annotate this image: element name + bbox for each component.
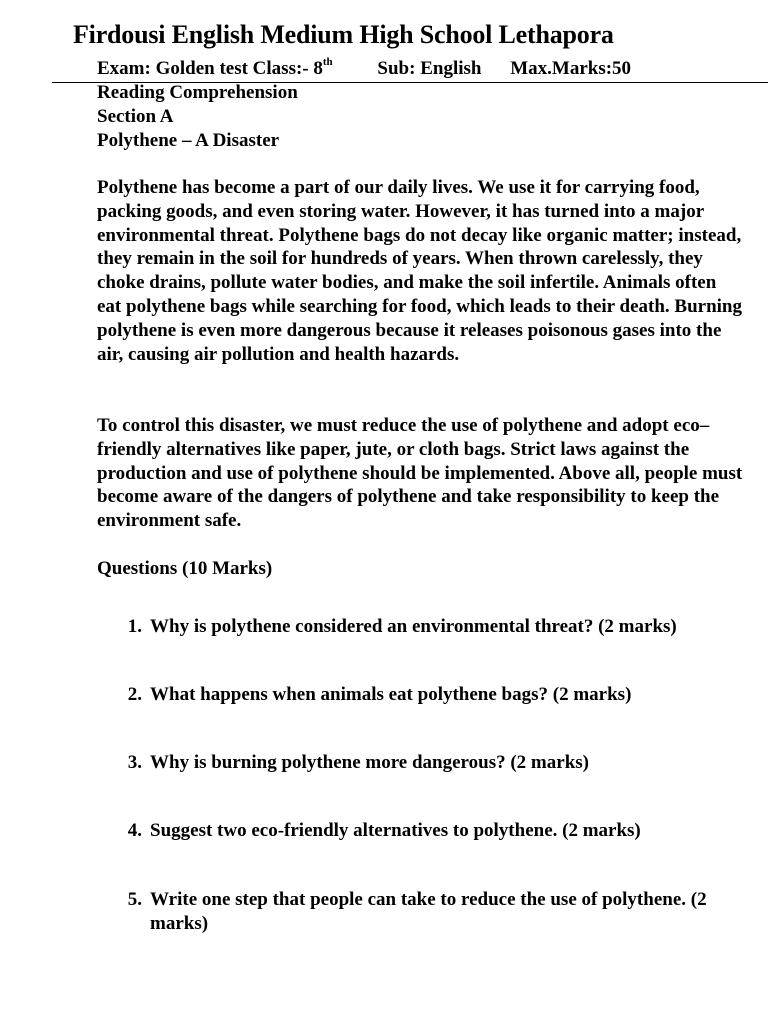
class-suffix: th	[322, 55, 333, 68]
passage-paragraph-1: Polythene has become a part of our daily lives. We use it for carrying food, packing goods, and even storing water. However, it has turned into a major environmental threat. Polythene bags do not decay like organic matter; instead, they remain in the soil for hundreds of years. When thrown carelessly, they choke drains, pollute water bodies, and make the soil infertile. Animals often eat polythene bags while searching for food, which leads to their death. Burning polythene is even more dangerous because it releases poisonous gases into the air, causing air pollution and health hazards.	[97, 177, 742, 365]
passage-title: Polythene – A Disaster	[97, 130, 280, 151]
question-item	[97, 888, 743, 936]
question-number: 4.	[127, 820, 142, 841]
exam-info-line	[97, 57, 631, 81]
max-marks-label: Max.Marks:50	[510, 58, 632, 79]
question-text: What happens when animals eat polythene bags? (2 marks)	[150, 684, 632, 705]
question-number: 1.	[127, 616, 142, 637]
section-heading: Section A	[97, 106, 174, 127]
passage-paragraph-2: To control this disaster, we must reduce the use of polythene and adopt eco–friendly alternatives like paper, jute, or cloth bags. Strict laws against the production and use of polythene should be implemented. Above all, people must become aware of the dangers of polythene and take responsibility to keep the environment safe.	[97, 415, 743, 532]
reading-comprehension-heading: Reading Comprehension	[97, 82, 298, 103]
exam-label: Exam: Golden test Class:- 8	[97, 58, 323, 79]
question-item	[97, 751, 743, 775]
question-item	[97, 683, 743, 707]
questions-title: Questions (10 Marks)	[97, 558, 273, 579]
heading-block	[97, 81, 298, 153]
question-item	[97, 819, 743, 843]
question-number: 2.	[127, 684, 142, 705]
subject-label: Sub: English	[377, 58, 482, 79]
question-text: Why is polythene considered an environmental threat? (2 marks)	[150, 616, 677, 637]
question-text: Suggest two eco-friendly alternatives to polythene. (2 marks)	[150, 820, 641, 841]
question-number: 3.	[127, 752, 142, 773]
question-number: 5.	[127, 889, 142, 910]
question-text: Write one step that people can take to reduce the use of polythene. (2 marks)	[150, 889, 707, 934]
school-name: Firdousi English Medium High School Lethapora	[73, 20, 614, 49]
question-item	[97, 615, 743, 639]
question-text: Why is burning polythene more dangerous? (2 marks)	[150, 752, 589, 773]
